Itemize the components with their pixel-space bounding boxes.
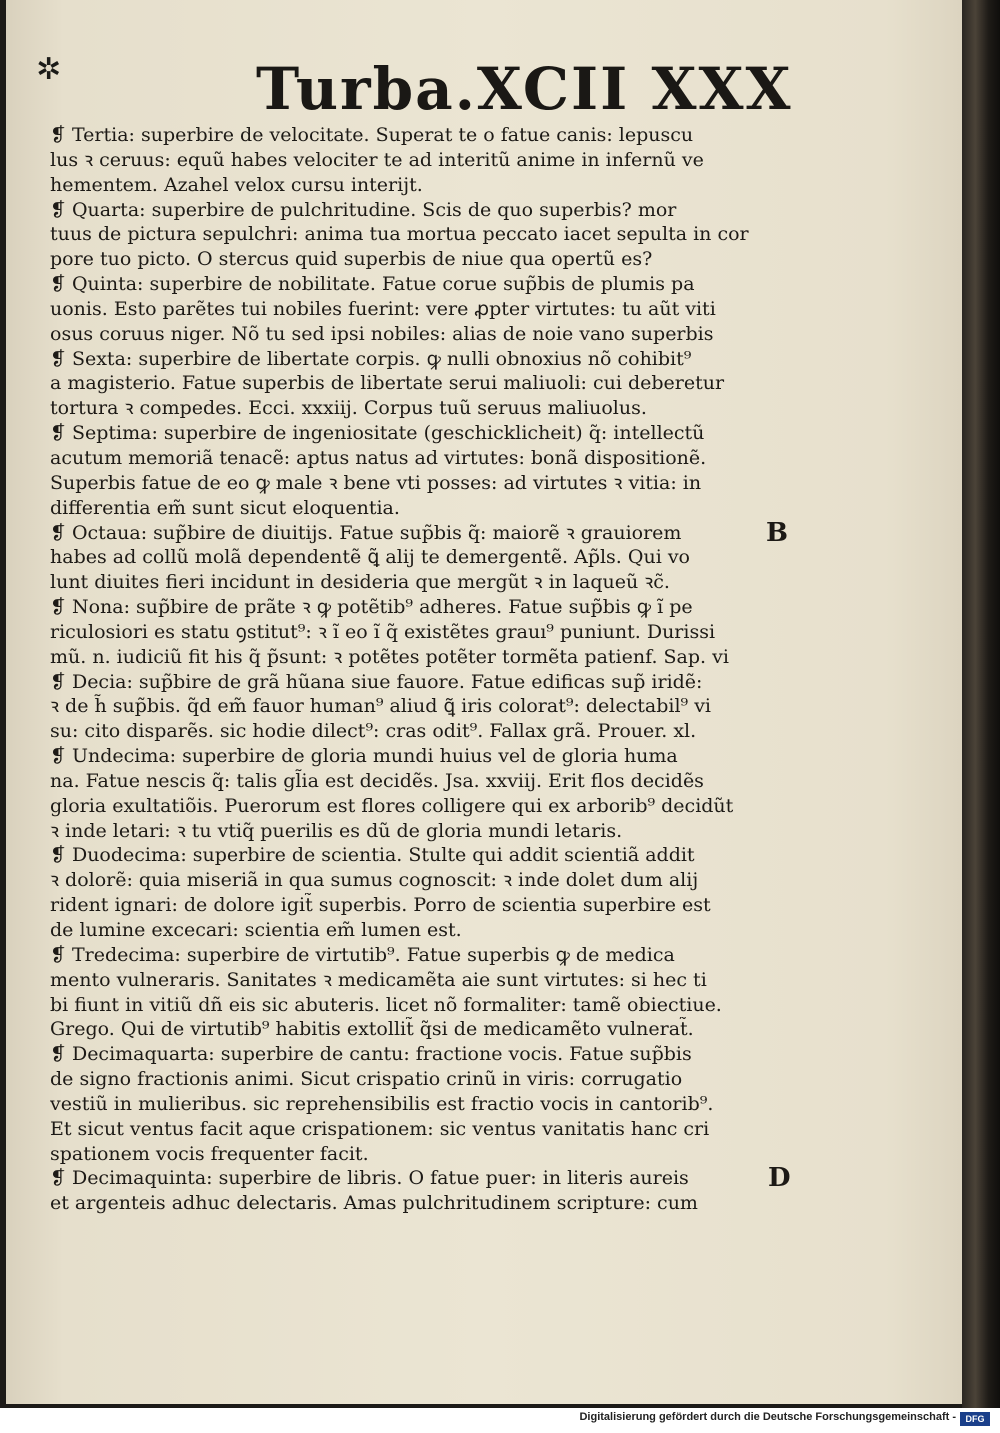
text-line: rident ignari: de dolore igit̃ superbis. Porro de scientia superbire est — [50, 894, 711, 917]
text-line: na. Fatue nescis q̃: talis gl̃ia est decidẽs. Jsa. xxviij. Erit flos decidẽs — [50, 769, 704, 792]
dfg-logo: DFG — [960, 1412, 990, 1426]
text-line: ❡ Octaua: sup̃bire de diuitijs. Fatue sup̃bis q̃: maiorẽ ꝛ grauiorem — [50, 521, 682, 544]
book-edge — [962, 0, 1000, 1408]
text-line: ❡ Tertia: superbire de velocitate. Superat te o fatue canis: lepuscu — [50, 124, 694, 146]
text-line: ❡ Undecima: superbire de gloria mundi huius vel de gloria huma — [50, 745, 678, 768]
text-line: bi fiunt in vitiũ dñ eis sic abuteris. licet nõ formaliter: tamẽ obiectiue. — [50, 993, 722, 1016]
text-line: ❡ Quarta: superbire de pulchritudine. Scis de quo superbis? mor — [50, 198, 677, 221]
marginal-letter: D — [768, 1163, 791, 1193]
text-line: ❡ Decimaquarta: superbire de cantu: fractione vocis. Fatue sup̃bis — [50, 1043, 692, 1066]
text-line: a magisterio. Fatue superbis de libertate serui maliuoli: cui deberetur — [50, 372, 725, 395]
text-line: de lumine excecari: scientia em̃ lumen est. — [50, 919, 462, 941]
text-line: Superbis fatue de eo ꝙ male ꝛ bene vti posses: ad virtutes ꝛ vitia: in — [50, 471, 702, 494]
text-line: ❡ Decimaquinta: superbire de libris. O fatue puer: in literis aureis — [50, 1167, 689, 1190]
text-line: ꝛ inde letari: ꝛ tu vtiq̃ puerilis es dũ de gloria mundi letaris. — [50, 819, 623, 842]
text-line: habes ad collũ molã dependentẽ ꝗ̃ alij te demergentẽ. Ap̃ls. Qui vo — [50, 546, 690, 569]
text-line: mũ. n. iudiciũ fit his q̃ p̃sunt: ꝛ potẽtes potẽter tormẽta patienf. Sap. vi — [50, 645, 729, 668]
text-line: ꝛ de h̃ sup̃bis. q̃d em̃ fauor human⁹ aliud ꝗ̃ iris colorat⁹: delectabil⁹ vi — [50, 695, 712, 718]
text-line: Grego. Qui de virtutib⁹ habitis extollit̃ q̃si de medicamẽto vulnerat̃. — [50, 1018, 694, 1041]
text-line: pore tuo picto. O stercus quid superbis de niue qua opertũ es? — [50, 248, 653, 271]
text-line: osus coruus niger. Nõ tu sed ipsi nobiles: alias de noie vano superbis — [50, 322, 714, 345]
text-line: tuus de pictura sepulchri: anima tua mortua peccato iacet sepulta in cor — [50, 223, 749, 246]
text-line: ꝛ dolorẽ: quia miseriã in qua sumus cognoscit: ꝛ inde dolet dum alij — [50, 869, 699, 892]
text-line: ❡ Duodecima: superbire de scientia. Stulte qui addit scientiã addit — [50, 844, 695, 867]
text-line: ❡ Tredecima: superbire de virtutib⁹. Fatue superbis ꝙ de medica — [50, 943, 675, 966]
text-line: ❡ Quinta: superbire de nobilitate. Fatue corue sup̃bis de plumis pa — [50, 273, 695, 296]
text-line: tortura ꝛ compedes. Ecci. xxxiij. Corpus tuũ seruus maliuolus. — [50, 397, 647, 420]
text-line: ❡ Sexta: superbire de libertate corpis. ꝙ nulli obnoxius nõ cohibit⁹ — [50, 347, 692, 370]
text-line: su: cito disparẽs. sic hodie dilect⁹: cras odit⁹. Fallax grã. Prouer. xl. — [50, 720, 697, 743]
text-line: vestiũ in mulieribus. sic reprehensibilis est fractio vocis in cantorib⁹. — [50, 1092, 714, 1115]
book-page — [6, 0, 962, 1404]
text-line: Et sicut ventus facit aque crispationem: sic ventus vanitatis hanc cri — [50, 1117, 710, 1140]
text-line: ❡ Decia: sup̃bire de grã hũana siue fauore. Fatue edificas sup̃ iridẽ: — [50, 670, 703, 693]
text-line: et argenteis adhuc delectaris. Amas pulchritudinem scripture: cum — [50, 1192, 698, 1215]
footer-credit: Digitalisierung gefördert durch die Deutsche Forschungsgemeinschaft - — [579, 1411, 956, 1423]
text-line: ❡ Nona: sup̃bire de prãte ꝛ ꝙ potẽtib⁹ adheres. Fatue sup̃bis ꝙ ĩ pe — [50, 596, 693, 619]
running-head: Turba.XCII XXX — [256, 55, 793, 123]
text-line: riculosiori es statu ꝯstitut⁹: ꝛ ĩ eo ĩ q̃ existẽtes grauı⁹ puniunt. Durissi — [50, 620, 716, 643]
text-line: mento vulneraris. Sanitates ꝛ medicamẽta aie sunt virtutes: si hec ti — [50, 968, 707, 991]
text-line: uonis. Esto parẽtes tui nobiles fuerint: vere ꝓpter virtutes: tu aũt viti — [50, 297, 716, 320]
text-line: lus ꝛ ceruus: equũ habes velociter te ad interitũ anime in infernũ ve — [50, 148, 704, 171]
text-line: lunt diuites fieri incidunt in desideria que mergũt ꝛ in laqueũ ꝛc̃. — [50, 571, 670, 594]
text-line: spationem vocis frequenter facit. — [50, 1142, 369, 1165]
text-line: de signo fractionis animi. Sicut crispatio crinũ in viris: corrugatio — [50, 1068, 683, 1091]
text-line: hementem. Azahel velox cursu interijt. — [50, 173, 423, 196]
text-line: differentia em̃ sunt sicut eloquentia. — [50, 496, 400, 519]
ornament-mark: ✲ — [36, 52, 62, 87]
text-line: gloria exultatiõis. Puerorum est flores colligere qui ex arborib⁹ decidũt — [50, 794, 734, 817]
text-line: ❡ Septima: superbire de ingeniositate (geschicklicheit) q̃: intellectũ — [50, 422, 705, 445]
marginal-letter: B — [766, 518, 788, 548]
text-block — [50, 123, 780, 1216]
text-line: acutum memoriã tenacẽ: aptus natus ad virtutes: bonã dispositionẽ. — [50, 446, 707, 469]
